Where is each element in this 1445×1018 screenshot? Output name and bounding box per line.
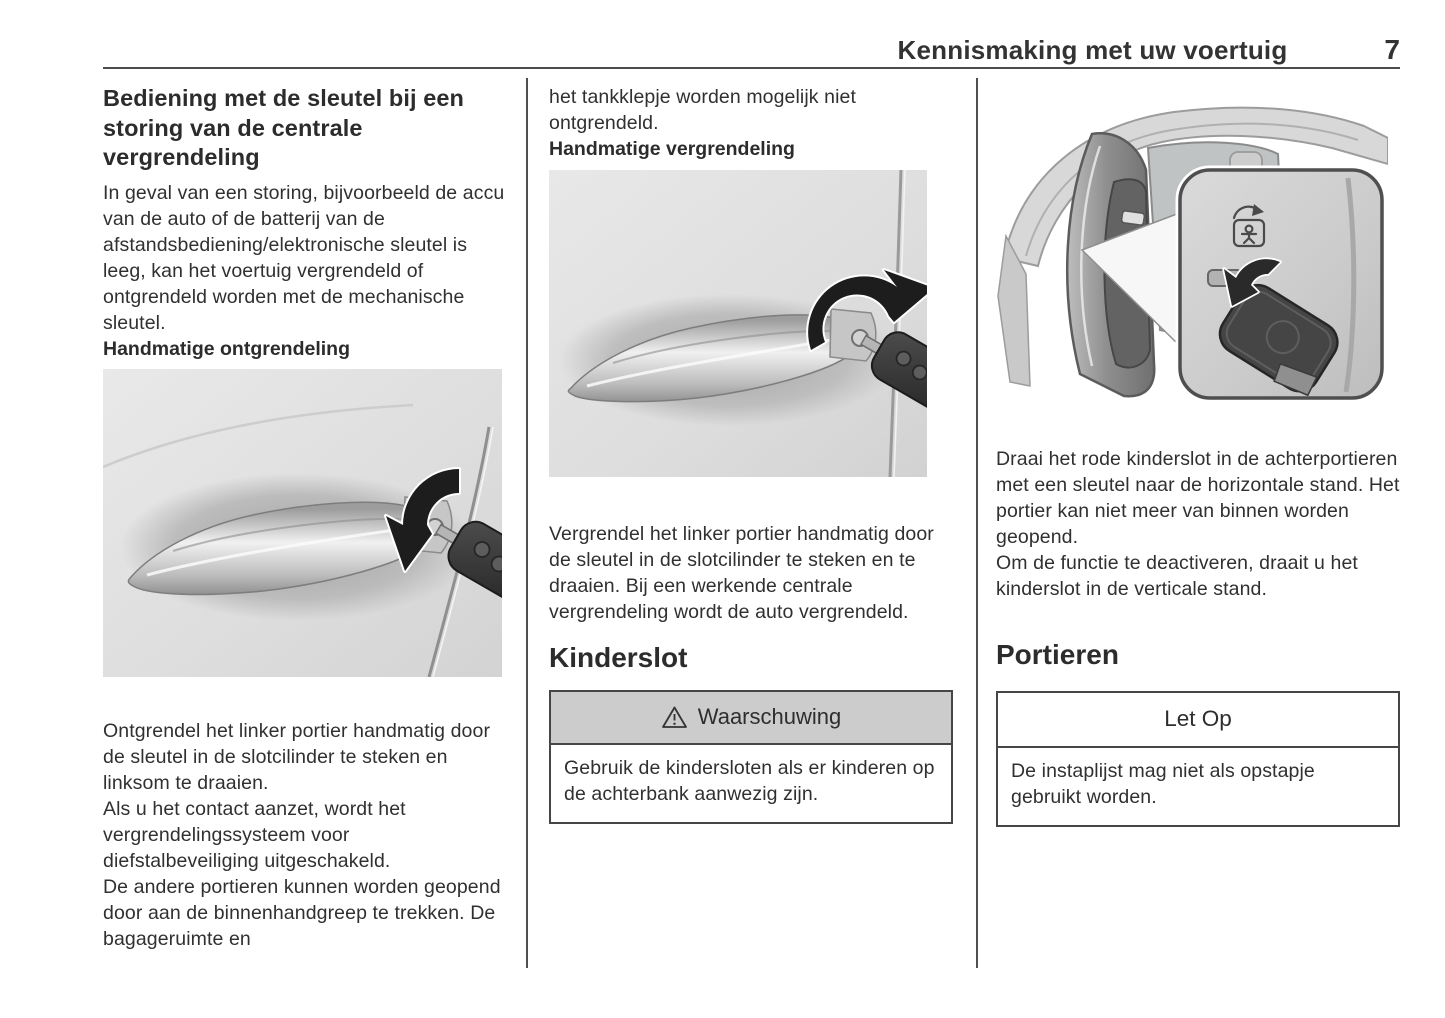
column-1 [103, 84, 505, 952]
section-heading-key-operation: Bediening met de sleutel bij een storing van de centrale vergrendeling [103, 85, 465, 170]
note-box-header [998, 693, 1398, 748]
column-3 [996, 86, 1400, 827]
manual-unlock-figure [103, 369, 502, 677]
subheading-manual-unlocking: Handmatige ontgrendeling [103, 337, 351, 360]
paragraph: Vergrendel het linker portier handmatig door de sleutel in de slotcilinder te steken en te draaien. Bij een werkende centrale vergrendeling wordt de auto vergrendeld. [549, 523, 934, 623]
subheading-manual-locking: Handmatige vergrendeling [549, 138, 795, 160]
paragraph: De andere portieren kunnen worden geopend door aan de binnenhandgreep te trekken. De bagageruimte en [103, 875, 501, 950]
warning-box-header [551, 692, 951, 745]
paragraph: het tankklepje worden mogelijk niet ontgrendeld. [549, 86, 857, 134]
page-header [103, 30, 1400, 66]
column-separator-2 [976, 78, 978, 968]
note-box [996, 691, 1400, 827]
paragraph: Draai het rode kinderslot in de achterportieren met een sleutel naar de horizontale stand. Het portier kan niet meer van binnen worden geopend. [996, 448, 1400, 548]
page-header-title: Kennismaking met uw voertuig [897, 35, 1288, 65]
door-grab-handle [1121, 211, 1144, 226]
note-text: De instaplijst mag niet als opstapje gebruikt worden. [1011, 760, 1315, 808]
note-box-body [998, 748, 1398, 825]
section-heading-doors: Portieren [996, 639, 1119, 670]
warning-title: Waarschuwing [697, 704, 842, 729]
paragraph: Om de functie te deactiveren, draait u het kinderslot in de verticale stand. [996, 552, 1358, 600]
note-title: Let Op [1164, 706, 1232, 731]
warning-box [549, 690, 953, 824]
warning-triangle-icon [661, 705, 688, 730]
paragraph: Als u het contact aanzet, wordt het vergrendelingssysteem voor diefstalbeveiliging uitgeschakeld. [103, 797, 406, 872]
header-rule [103, 67, 1400, 69]
child-lock-figure [996, 86, 1388, 408]
paragraph: Ontgrendel het linker portier handmatig door de sleutel in de slotcilinder te steken en linksom te draaien. [103, 719, 491, 794]
manual-lock-figure [549, 170, 927, 477]
page-number: 7 [1384, 34, 1400, 65]
column-2 [549, 84, 953, 824]
paragraph: In geval van een storing, bijvoorbeeld de accu van de auto of de batterij van de afstandsbediening/elektronische sleutel is leeg, kan het voertuig vergrendeld of ontgrendeld worden met de mechanische sleutel. [103, 181, 505, 334]
section-heading-child-lock: Kinderslot [549, 642, 688, 673]
warning-box-body [551, 745, 951, 822]
column-separator-1 [526, 78, 528, 968]
warning-text: Gebruik de kindersloten als er kinderen op de achterbank aanwezig zijn. [564, 757, 935, 805]
